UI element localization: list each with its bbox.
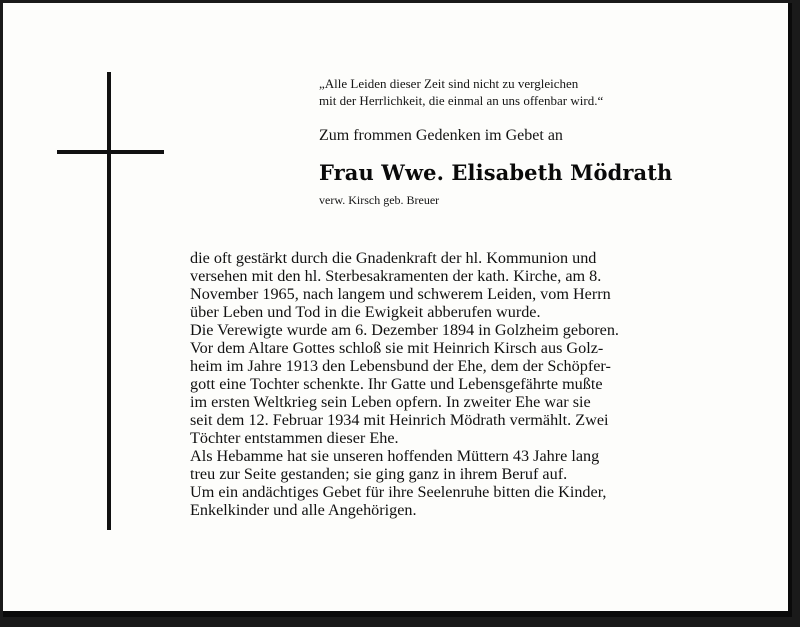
body-line: treu zur Seite gestanden; sie ging ganz in ihrem Beruf auf. (190, 465, 568, 483)
body-line: versehen mit den hl. Sterbesakramenten der kath. Kirche, am 8. (190, 267, 602, 285)
body-line: die oft gestärkt durch die Gnadenkraft der hl. Kommunion und (190, 249, 597, 267)
body-line: Als Hebamme hat sie unseren hoffenden Müttern 43 Jahre lang (190, 447, 600, 465)
body-line: gott eine Tochter schenkte. Ihr Gatte und Lebensgefährte mußte (190, 375, 603, 393)
deceased-name: Frau Wwe. Elisabeth Mödrath (319, 160, 673, 185)
maiden-name-line: verw. Kirsch geb. Breuer (319, 193, 440, 207)
cross-horizontal-bar (57, 150, 164, 154)
body-line: im ersten Weltkrieg sein Leben opfern. In zweiter Ehe war sie (190, 393, 591, 411)
quote-line-2: mit der Herrlichkeit, die einmal an uns offenbar wird.“ (319, 93, 604, 108)
cross-vertical-bar (107, 72, 111, 530)
body-line: seit dem 12. Februar 1934 mit Heinrich Mödrath vermählt. Zwei (190, 411, 609, 429)
body-line: Vor dem Altare Gottes schloß sie mit Heinrich Kirsch aus Golz- (190, 339, 604, 357)
quote-line-1: „Alle Leiden dieser Zeit sind nicht zu vergleichen (319, 76, 579, 91)
scripture-quote (319, 75, 739, 109)
body-line: heim im Jahre 1913 den Lebensbund der Ehe, dem der Schöpfer- (190, 357, 611, 375)
body-line: Enkelkinder und alle Angehörigen. (190, 501, 417, 519)
body-line: über Leben und Tod in die Ewigkeit abberufen wurde. (190, 303, 541, 321)
obituary-body (190, 249, 710, 519)
body-line: Um ein andächtiges Gebet für ihre Seelenruhe bitten die Kinder, (190, 483, 607, 501)
body-line: November 1965, nach langem und schwerem Leiden, vom Herrn (190, 285, 611, 303)
memorial-card (3, 3, 792, 617)
body-line: Töchter entstammen dieser Ehe. (190, 429, 399, 447)
intro-text: Zum frommen Gedenken im Gebet an (319, 127, 563, 144)
body-line: Die Verewigte wurde am 6. Dezember 1894 in Golzheim geboren. (190, 321, 619, 339)
